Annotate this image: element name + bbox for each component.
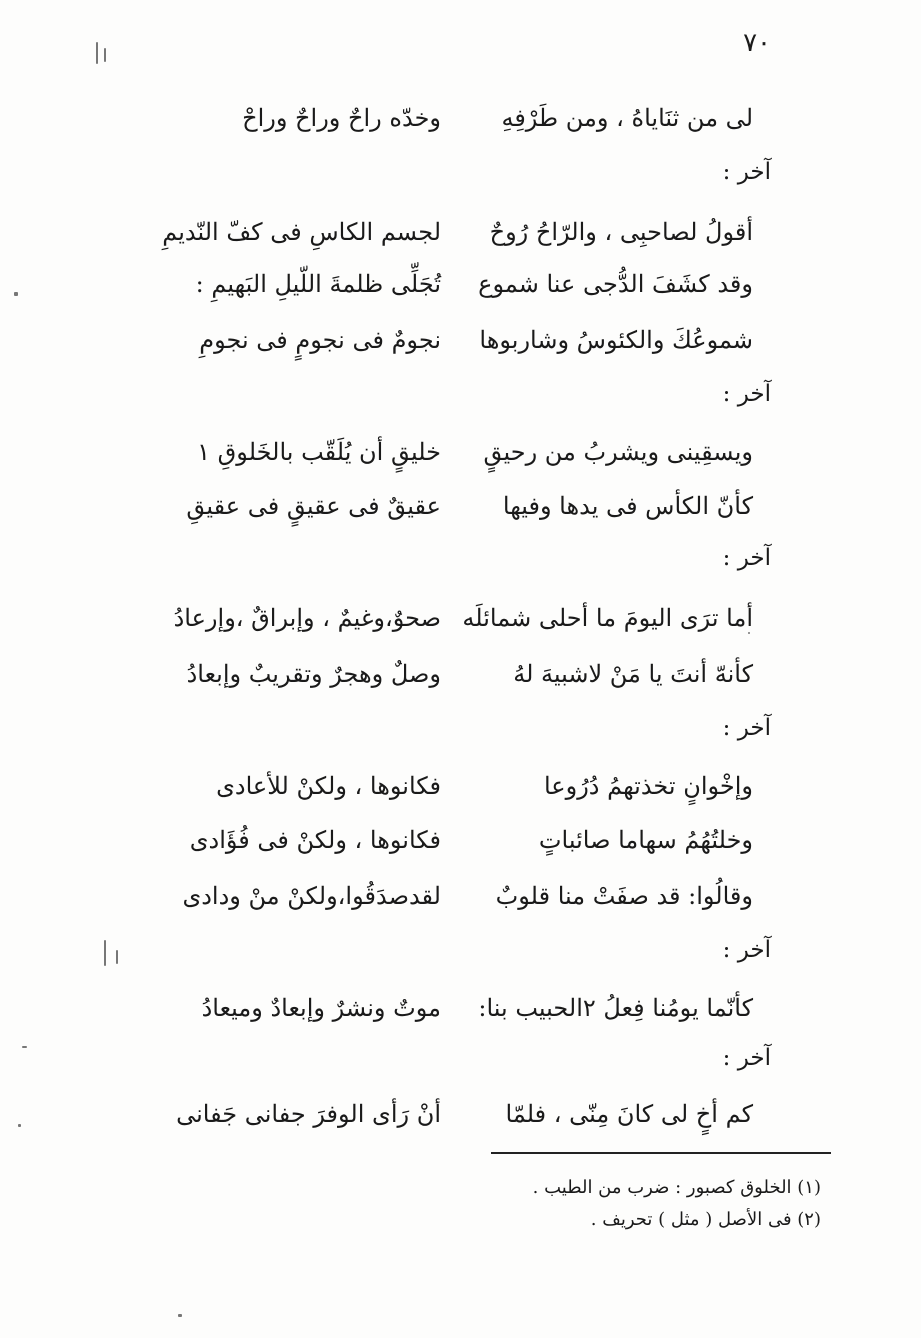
first-hemistich: شموعُكَ والكئوسُ وشاربوها — [479, 326, 753, 354]
scan-speck — [14, 292, 18, 296]
first-hemistich: ويسقِينی ويشربُ من رحيقٍ — [483, 438, 753, 466]
second-hemistich: أنْ رَأی الوفرَ جفانی جَفانی — [176, 1100, 441, 1128]
first-hemistich: وإخْوانٍ تخذتهمُ دُرُوعا — [543, 772, 753, 800]
first-hemistich: وخلتُهُمُ سهاما صائباتٍ — [538, 826, 753, 854]
first-hemistich: كأنهّ أنتَ يا مَنْ لاشبيهَ لهُ — [513, 660, 753, 688]
second-hemistich: لجسم الكاسِ فی كفّ النّديمِ — [162, 218, 441, 246]
footnote: (١) الخلوق كصبور : ضرب من الطيب . — [532, 1177, 821, 1198]
page-number: ٧٠ — [743, 28, 771, 58]
footnote-rule — [491, 1152, 831, 1154]
verse-line — [0, 986, 921, 1036]
section-label: آخر : — [722, 545, 771, 571]
footnote: (٢) فی الأصل ( مثل ) تحريف . — [590, 1209, 821, 1230]
section-label: آخر : — [722, 159, 771, 185]
second-hemistich: لقدصدَقُوا،ولكنْ منْ ودادی — [182, 882, 441, 910]
scan-speck — [104, 940, 106, 966]
first-hemistich: لی من ثنَاياهُ ، ومن طَرْفِهِ — [501, 104, 753, 132]
second-hemistich: صحوٌ،وغيمٌ ، وإبراقٌ ،وإرعادُ — [173, 604, 441, 632]
scan-speck — [748, 632, 750, 634]
verse-line — [0, 484, 921, 534]
section-label: آخر : — [722, 381, 771, 407]
verse-line — [0, 1092, 921, 1142]
first-hemistich: كأنّ الكأس فی يدها وفيها — [502, 492, 753, 520]
verse-line — [0, 764, 921, 814]
scan-speck — [18, 1124, 21, 1127]
scan-speck — [116, 950, 118, 964]
second-hemistich: فكانوها ، ولكنْ للأعادی — [216, 772, 441, 800]
verse-line — [0, 262, 921, 312]
second-hemistich: خليقٍ أن يُلَقّب بالخَلوقِ ١ — [197, 438, 441, 466]
first-hemistich: أما ترَی اليومَ ما أحلی شمائلَه — [462, 604, 753, 632]
first-hemistich: وقد كشَفَ الدُّجی عنا شموع — [478, 270, 753, 298]
second-hemistich: فكانوها ، ولكنْ فی فُؤَادی — [189, 826, 441, 854]
second-hemistich: موتٌ ونشرٌ وإبعادٌ وميعادُ — [201, 994, 441, 1022]
scan-speck — [22, 1046, 27, 1048]
verse-line — [0, 430, 921, 480]
section-label: آخر : — [722, 937, 771, 963]
second-hemistich: تُجَلِّی ظلمةَ اللّيلِ البَهيمِ : — [195, 270, 441, 298]
verse-line — [0, 874, 921, 924]
verse-line — [0, 318, 921, 368]
first-hemistich: وقالُوا: قد صفَتْ منا قلوبٌ — [495, 882, 753, 910]
second-hemistich: نجومٌ فی نجومٍ فی نجومِ — [199, 326, 441, 354]
first-hemistich: كم أخٍ لی كانَ مِنّی ، فلمّا — [505, 1100, 753, 1128]
second-hemistich: وخدّه راحٌ وراحٌ وراحْ — [242, 104, 441, 132]
scan-speck — [96, 42, 98, 64]
section-label: آخر : — [722, 1045, 771, 1071]
verse-line — [0, 596, 921, 646]
second-hemistich: وصلٌ وهجرٌ وتقريبٌ وإبعادُ — [186, 660, 441, 688]
verse-line — [0, 96, 921, 146]
first-hemistich: كأنّما يومُنا فِعلُ ٢الحبيب بنا: — [478, 994, 753, 1022]
verse-line — [0, 652, 921, 702]
scan-speck — [178, 1314, 182, 1317]
section-label: آخر : — [722, 715, 771, 741]
scan-speck — [104, 48, 106, 62]
verse-line — [0, 818, 921, 868]
first-hemistich: أقولُ لصاحبِی ، والرّاحُ رُوحٌ — [489, 218, 753, 246]
verse-line — [0, 210, 921, 260]
second-hemistich: عقيقٌ فی عقيقٍ فی عقيقِ — [186, 492, 441, 520]
